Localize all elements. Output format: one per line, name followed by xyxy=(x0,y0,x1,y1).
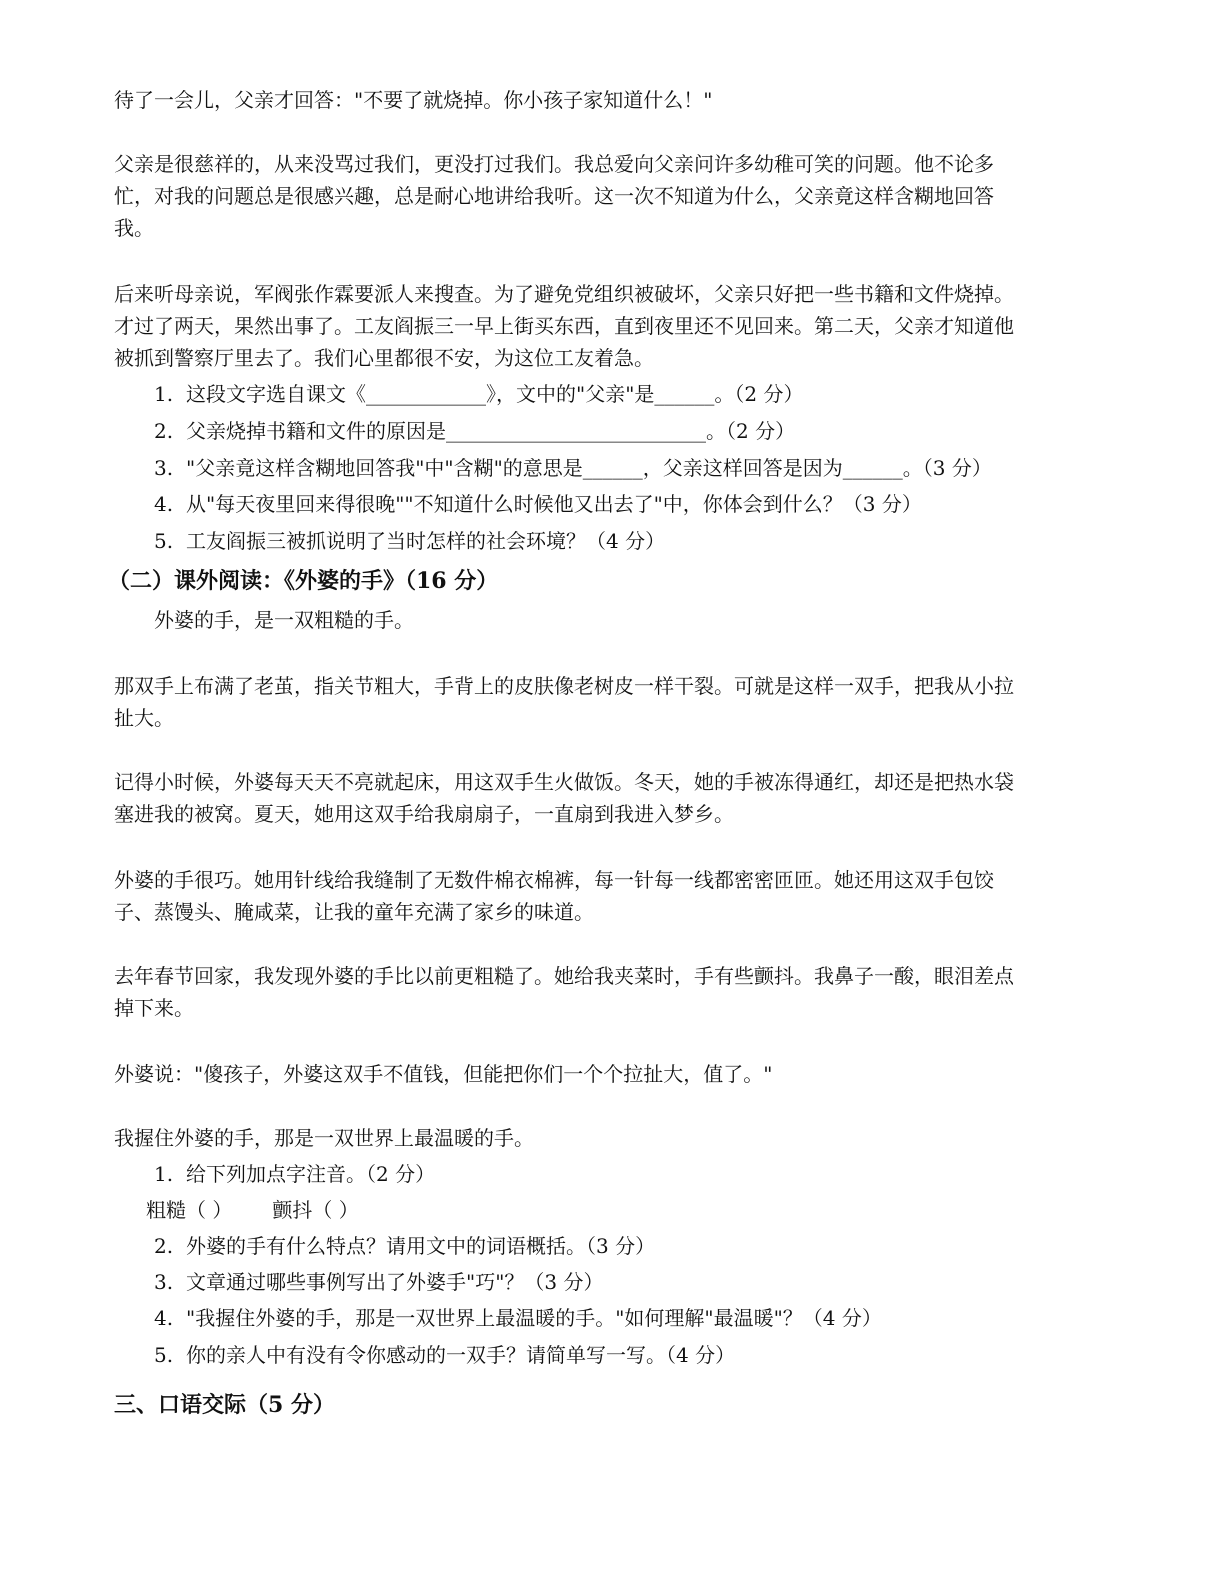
question-number: 2. xyxy=(154,1234,174,1258)
question-number: 1. xyxy=(154,1162,174,1186)
passage1-paragraph-2-line-3: 我。 xyxy=(114,216,154,240)
question-number: 3. xyxy=(154,1270,174,1294)
passage2-paragraph-3-line-1: 记得小时候，外婆每天天不亮就起床，用这双手生火做饭。冬天，她的手被冻得通红，却还是把热水袋 xyxy=(114,770,1014,794)
passage2-paragraph-5-line-1: 去年春节回家，我发现外婆的手比以前更粗糙了。她给我夹菜时，手有些颤抖。我鼻子一酸，眼泪差点 xyxy=(114,964,1014,988)
passage2-paragraph-4-line-2: 子、蒸馒头、腌咸菜，让我的童年充满了家乡的味道。 xyxy=(114,900,594,924)
question-text: 从"每天夜里回来得很晚""不知道什么时候他又出去了"中，你体会到什么？（3 分） xyxy=(186,492,922,516)
question-2-4 xyxy=(154,1306,882,1330)
passage2-paragraph-4-line-1: 外婆的手很巧。她用针线给我缝制了无数件棉衣棉裤，每一针每一线都密密匝匝。她还用这双手包饺 xyxy=(114,868,994,892)
question-text: 文章通过哪些事例写出了外婆手"巧"？（3 分） xyxy=(186,1270,604,1294)
question-number: 5. xyxy=(154,529,174,553)
question-text: 外婆的手有什么特点？请用文中的词语概括。（3 分） xyxy=(186,1234,656,1258)
question-text: 给下列加点字注音。（2 分） xyxy=(186,1162,436,1186)
question-2-5 xyxy=(154,1343,735,1367)
question-1-2 xyxy=(154,419,795,443)
passage2-paragraph-3-line-2: 塞进我的被窝。夏天，她用这双手给我扇扇子，一直扇到我进入梦乡。 xyxy=(114,802,734,826)
question-1-4 xyxy=(154,492,922,516)
passage2-paragraph-1: 外婆的手，是一双粗糙的手。 xyxy=(154,608,414,632)
question-2-3 xyxy=(154,1270,603,1294)
question-1-1 xyxy=(154,382,803,406)
passage2-paragraph-6: 外婆说："傻孩子，外婆这双手不值钱，但能把你们一个个拉扯大，值了。" xyxy=(114,1062,773,1086)
question-number: 4. xyxy=(154,1306,174,1330)
passage1-paragraph-2-line-2: 忙，对我的问题总是很感兴趣，总是耐心地讲给我听。这一次不知道为什么，父亲竟这样含糊地回答 xyxy=(114,184,994,208)
question-number: 5. xyxy=(154,1343,174,1367)
pinyin-items xyxy=(146,1198,359,1222)
passage2-paragraph-7: 我握住外婆的手，那是一双世界上最温暖的手。 xyxy=(114,1126,534,1150)
question-number: 3. xyxy=(154,456,174,480)
question-text: "我握住外婆的手，那是一双世界上最温暖的手。"如何理解"最温暖"？（4 分） xyxy=(186,1306,882,1330)
question-text: 这段文字选自课文《____________》，文中的"父亲"是______。（2 分） xyxy=(186,382,804,406)
question-2-1 xyxy=(154,1162,435,1186)
question-text: "父亲竟这样含糊地回答我"中"含糊"的意思是______，父亲这样回答是因为______。（3 分） xyxy=(186,456,992,480)
passage2-paragraph-2-line-2: 扯大。 xyxy=(114,706,174,730)
passage2-paragraph-5-line-2: 掉下来。 xyxy=(114,996,194,1020)
question-number: 2. xyxy=(154,419,174,443)
question-1-5 xyxy=(154,529,665,553)
passage1-paragraph-3-line-1: 后来听母亲说，军阀张作霖要派人来搜查。为了避免党组织被破坏，父亲只好把一些书籍和文件烧掉。 xyxy=(114,282,1014,306)
passage2-paragraph-2-line-1: 那双手上布满了老茧，指关节粗大，手背上的皮肤像老树皮一样干裂。可就是这样一双手，把我从小拉 xyxy=(114,674,1014,698)
passage1-paragraph-3-line-2: 才过了两天，果然出事了。工友阎振三一早上街买东西，直到夜里还不见回来。第二天，父亲才知道他 xyxy=(114,314,1014,338)
question-text: 工友阎振三被抓说明了当时怎样的社会环境？（4 分） xyxy=(186,529,666,553)
passage1-paragraph-1: 待了一会儿，父亲才回答："不要了就烧掉。你小孩子家知道什么！" xyxy=(114,88,713,112)
question-text: 你的亲人中有没有令你感动的一双手？请简单写一写。（4 分） xyxy=(186,1343,736,1367)
passage1-paragraph-2-line-1: 父亲是很慈祥的，从来没骂过我们，更没打过我们。我总爱向父亲问许多幼稚可笑的问题。他不论多 xyxy=(114,152,994,176)
pinyin-item-cucao: 粗糙（ ） xyxy=(146,1198,233,1222)
question-text: 父亲烧掉书籍和文件的原因是__________________________。（2 分） xyxy=(186,419,796,443)
question-number: 1. xyxy=(154,382,174,406)
question-number: 4. xyxy=(154,492,174,516)
question-1-3 xyxy=(154,456,992,480)
section-3-heading: 三、口语交际（5 分） xyxy=(114,1392,335,1418)
pinyin-item-chandou: 颤抖（ ） xyxy=(272,1198,359,1222)
passage1-paragraph-3-line-3: 被抓到警察厅里去了。我们心里都很不安，为这位工友着急。 xyxy=(114,346,654,370)
question-2-2 xyxy=(154,1234,655,1258)
section-2-heading: （二）课外阅读：《外婆的手》（16 分） xyxy=(108,568,499,594)
